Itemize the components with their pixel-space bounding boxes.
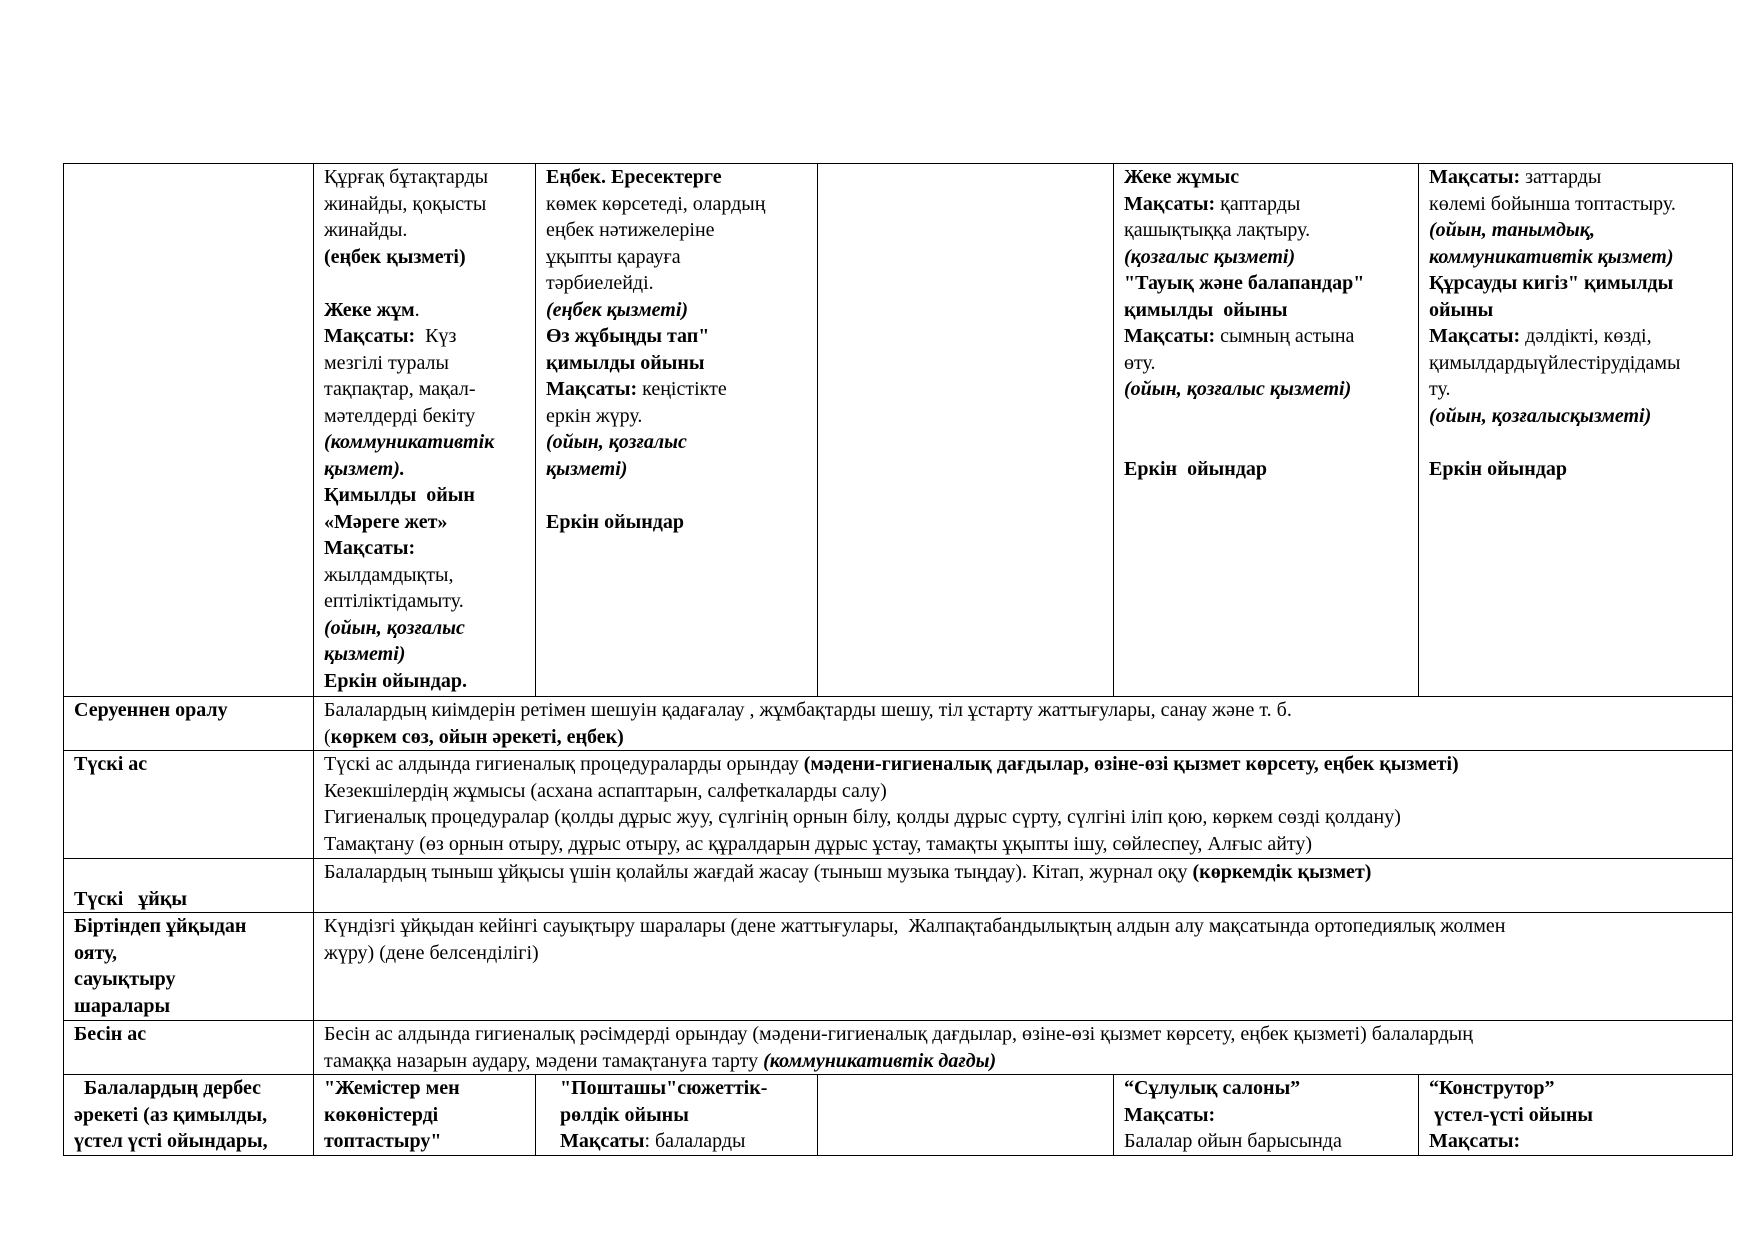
text-run: Күндізгі ұйқыдан кейінгі сауықтыру шаралары (дене жаттығулары, Жалпақтабандылықтың алдын алу мақсатында ортопедиялық жолмен xyxy=(324,915,1506,937)
row-content xyxy=(314,913,1733,1021)
cell-day-6 xyxy=(1419,164,1733,697)
text-line xyxy=(324,804,1732,831)
table-row-nap xyxy=(64,859,1733,913)
table-row-return-from-walk xyxy=(64,697,1733,751)
text-run: Мақсаты: xyxy=(324,537,416,559)
text-run: Балалардың тыныш ұйқысы үшін қолайлы жағдай жасау (тыныш музыка тыңдау). Кітап, журнал оқу xyxy=(324,861,1193,883)
text-line xyxy=(1429,403,1732,430)
table-row-walk-activities xyxy=(64,164,1733,697)
table-row-lunch xyxy=(64,751,1733,859)
text-line xyxy=(1429,1075,1732,1102)
text-line xyxy=(1124,1075,1418,1102)
text-run: Күз xyxy=(415,325,457,347)
text-run: Еркін ойындар xyxy=(1124,457,1267,480)
text-line xyxy=(546,456,817,483)
cell-row-label-empty xyxy=(64,164,314,697)
text-line xyxy=(324,482,535,509)
text-line xyxy=(1429,164,1732,191)
text-run: (мәдени-гигиеналық дағдылар, өзіне-өзі қызмет көрсету, еңбек қызметі) xyxy=(803,753,1459,775)
text-line xyxy=(324,164,535,191)
text-run: қызметі) xyxy=(324,643,406,665)
cell-day-4-empty xyxy=(818,1075,1114,1156)
text-run: (коммуникативтік дағды) xyxy=(763,1049,997,1072)
text-run: әрекеті (аз қимылды, xyxy=(74,1103,268,1126)
text-run: жүру) (дене белсенділігі) xyxy=(324,941,539,964)
text-line xyxy=(560,1102,817,1129)
text-line xyxy=(1124,323,1418,350)
text-line xyxy=(1124,191,1418,218)
text-run: (ойын, қозғалыс қызметі) xyxy=(1124,378,1352,400)
text-run: ұқыпты қарауға xyxy=(546,245,681,268)
text-run: Мақсаты: xyxy=(1429,1130,1521,1152)
text-run: заттарды xyxy=(1520,166,1602,188)
text-run: тақпақтар, мақал- xyxy=(324,378,476,400)
row-label xyxy=(64,1021,314,1075)
schedule-table xyxy=(63,163,1733,1156)
text-run: “Сұлулық салоны” xyxy=(1124,1077,1301,1099)
text-line xyxy=(1429,297,1732,324)
text-line xyxy=(560,1075,817,1102)
text-run: қимылды ойыны xyxy=(546,351,705,374)
text-line xyxy=(324,270,535,297)
text-line xyxy=(74,1021,313,1048)
text-run: Жеке жұмыс xyxy=(1124,166,1240,188)
text-line xyxy=(324,535,535,562)
row-content xyxy=(314,859,1733,913)
text-run: Еркін ойындар. xyxy=(324,669,467,692)
text-run: "Пошташы"сюжеттік- xyxy=(560,1077,768,1099)
text-run: Балалар ойын барысында xyxy=(1124,1130,1342,1152)
text-run: : балаларды xyxy=(644,1130,746,1152)
text-run: (ойын, қозғалыс xyxy=(546,431,687,453)
text-run: қимылдардыүйлестірудідамы xyxy=(1429,351,1681,374)
text-run: көлемі бойынша топтастыру. xyxy=(1429,192,1676,215)
row-label xyxy=(64,913,314,1021)
text-line xyxy=(74,940,313,967)
text-run: Мақсаты: xyxy=(1124,192,1216,215)
text-run: қаптарды xyxy=(1215,192,1301,215)
text-line xyxy=(324,323,535,350)
text-line xyxy=(324,859,1732,886)
text-run: Түскі ұйқы xyxy=(74,887,187,910)
text-line xyxy=(324,668,535,695)
text-run: Балалардың киімдерін ретімен шешуін қадағалау , жұмбақтарды шешу, тіл ұстарту жаттығулары, санау және т. б. xyxy=(324,699,1292,721)
text-line xyxy=(74,1128,313,1155)
text-line xyxy=(546,164,817,191)
text-run: Балалардың дербес xyxy=(74,1077,261,1099)
text-run: Біртіндеп ұйқыдан xyxy=(74,915,247,937)
text-run: Мақсаты xyxy=(560,1130,645,1152)
text-line xyxy=(324,641,535,668)
row-label xyxy=(64,751,314,859)
text-line xyxy=(1429,323,1732,350)
text-run: ептіліктідамыту. xyxy=(324,590,464,612)
text-run: Мақсаты: xyxy=(1124,1103,1216,1126)
text-run: жинайды, қоқысты xyxy=(324,192,487,215)
text-run: (ойын, қозғалыс xyxy=(324,616,465,639)
text-line xyxy=(546,403,817,430)
cell-day-3 xyxy=(536,1075,818,1156)
text-run: үстел үсті ойындары, xyxy=(74,1130,268,1152)
text-run: Гигиеналық процедуралар (қолды дұрыс жуу, сүлгінің орнын білу, қолды дұрыс сүрту, сүлгіні іліп қою, көркем сөзді қолдану) xyxy=(324,806,1401,828)
text-run: Қимылды ойын xyxy=(324,484,475,506)
text-line xyxy=(324,831,1732,858)
text-line xyxy=(560,1128,817,1155)
text-line xyxy=(1429,270,1732,297)
text-run: көркем сөз, ойын әрекеті, еңбек) xyxy=(330,725,624,748)
text-line xyxy=(324,1048,1732,1075)
text-line xyxy=(546,270,817,297)
text-run: еңбек нәтижелеріне xyxy=(546,219,715,241)
text-run: Тамақтану (өз орнын отыру, дұрыс отыру, ас құралдарын дұрыс ұстау, тамақты ұқыпты ішу, сөйлеспеу, Алғыс айту) xyxy=(324,832,1313,855)
text-line xyxy=(1429,217,1732,244)
text-run: үстел-үсті ойыны xyxy=(1429,1103,1593,1126)
text-line xyxy=(324,724,1732,751)
text-run: Бесін ас алдында гигиеналық рәсімдерді орындау (мәдени-гигиеналық дағдылар, өзіне-өзі қызмет көрсету, еңбек қызметі) балалардың xyxy=(324,1023,1473,1045)
row-label xyxy=(64,859,314,913)
text-run: Еркін ойындар xyxy=(1429,457,1567,480)
text-run: ойыны xyxy=(1429,298,1494,321)
text-line xyxy=(324,244,535,271)
text-line xyxy=(74,1102,313,1129)
text-line xyxy=(1124,403,1418,430)
text-run: жылдамдықты, xyxy=(324,563,454,586)
text-run: қызмет). xyxy=(324,457,405,480)
text-run: Бесін ас xyxy=(74,1023,147,1045)
text-run: . xyxy=(414,298,420,321)
text-run: Түскі ас алдында гигиеналық процедураларды орындау xyxy=(324,753,804,775)
text-line xyxy=(1124,270,1418,297)
text-run: қимылды ойыны xyxy=(1124,298,1288,321)
text-run: Жеке жұм xyxy=(324,298,415,321)
text-run: Еркін ойындар xyxy=(546,510,684,533)
text-line xyxy=(1124,297,1418,324)
text-run: Кезекшілердің жұмысы (асхана аспаптарын, салфеткаларды салу) xyxy=(324,779,887,802)
text-line xyxy=(324,913,1732,940)
text-line xyxy=(324,429,535,456)
text-run: сымның астына xyxy=(1215,325,1355,347)
text-line xyxy=(324,778,1732,805)
text-run: Түскі ас xyxy=(74,753,148,775)
text-line xyxy=(1124,217,1418,244)
text-line xyxy=(1124,429,1418,456)
text-line xyxy=(324,615,535,642)
text-line xyxy=(324,350,535,377)
text-run: ( xyxy=(324,725,331,748)
text-line xyxy=(74,1075,313,1102)
text-run: дәлдікті, көзді, xyxy=(1520,325,1652,347)
cell-day-5 xyxy=(1114,164,1419,697)
text-run: көмек көрсетеді, олардың xyxy=(546,192,766,215)
text-run: рөлдік ойыны xyxy=(560,1103,689,1126)
text-line xyxy=(74,886,313,913)
text-run: мезгілі туралы xyxy=(324,351,449,374)
text-line xyxy=(324,509,535,536)
text-run: сауықтыру xyxy=(74,968,176,990)
text-line xyxy=(324,191,535,218)
text-run: (коммуникативтік xyxy=(324,431,495,453)
row-label xyxy=(64,1075,314,1156)
text-run: Құрсауды кигіз" қимылды xyxy=(1429,272,1674,294)
text-run: шаралары xyxy=(74,994,171,1017)
text-line xyxy=(324,403,535,430)
text-run: (қозғалыс қызметі) xyxy=(1124,245,1296,268)
text-run: Мақсаты: xyxy=(1429,166,1521,188)
text-line xyxy=(1124,164,1418,191)
text-line xyxy=(546,217,817,244)
text-run: Мақсаты: xyxy=(324,325,416,347)
text-run: (ойын, қозғалысқызметі) xyxy=(1429,404,1652,427)
text-line xyxy=(324,297,535,324)
text-line xyxy=(74,751,313,778)
text-run: қашықтыққа лақтыру. xyxy=(1124,219,1311,241)
text-line xyxy=(1124,456,1418,483)
text-run: Серуеннен оралу xyxy=(74,699,228,721)
text-line xyxy=(74,993,313,1020)
text-run: мәтелдерді бекіту xyxy=(324,404,476,427)
text-line xyxy=(74,966,313,993)
text-run: «Мәреге жет» xyxy=(324,510,448,533)
text-run: өту. xyxy=(1124,351,1156,374)
text-line xyxy=(1124,350,1418,377)
text-line xyxy=(1124,244,1418,271)
text-line xyxy=(546,297,817,324)
text-line xyxy=(546,482,817,509)
text-run: (еңбек қызметі) xyxy=(546,298,689,321)
text-line xyxy=(1124,376,1418,403)
text-run: (ойын, танымдық, xyxy=(1429,219,1595,241)
text-line xyxy=(324,376,535,403)
text-run: коммуникативтік қызмет) xyxy=(1429,245,1674,268)
text-line xyxy=(324,1128,535,1155)
cell-day-2 xyxy=(314,164,536,697)
text-run: Мақсаты: xyxy=(1429,325,1521,347)
text-run: Өз жұбыңды тап" xyxy=(546,325,710,347)
cell-day-6 xyxy=(1419,1075,1733,1156)
text-run: қызметі) xyxy=(546,457,628,480)
text-line xyxy=(324,456,535,483)
text-line xyxy=(1429,429,1732,456)
text-line xyxy=(324,1102,535,1129)
text-line xyxy=(1429,1102,1732,1129)
text-line xyxy=(324,697,1732,724)
text-line xyxy=(324,562,535,589)
text-run: топтастыру" xyxy=(324,1130,442,1152)
text-run: Мақсаты: xyxy=(1124,325,1216,347)
text-line xyxy=(546,323,817,350)
cell-day-5 xyxy=(1114,1075,1419,1156)
text-run: еркін жүру. xyxy=(546,404,643,427)
text-line xyxy=(1429,456,1732,483)
text-line xyxy=(1429,1128,1732,1155)
text-run: (көркемдік қызмет) xyxy=(1192,861,1372,883)
text-run: Құрғақ бұтақтарды xyxy=(324,166,489,188)
text-run: Мақсаты: xyxy=(546,378,638,400)
table-row-afternoon-snack xyxy=(64,1021,1733,1075)
table-row-wake-up xyxy=(64,913,1733,1021)
text-line xyxy=(74,913,313,940)
cell-day-2 xyxy=(314,1075,536,1156)
text-line xyxy=(324,1021,1732,1048)
text-line xyxy=(1429,244,1732,271)
text-run: жинайды. xyxy=(324,219,408,241)
text-line xyxy=(546,376,817,403)
text-run: тәрбиелейді. xyxy=(546,272,654,294)
table-row-independent-activity xyxy=(64,1075,1733,1156)
text-run: тамаққа назарын аудару, мәдени тамақтануға тарту xyxy=(324,1049,764,1072)
text-run: "Жемістер мен xyxy=(324,1077,460,1099)
text-run: көкөністерді xyxy=(324,1103,439,1126)
text-line xyxy=(324,588,535,615)
text-line xyxy=(546,509,817,536)
text-line xyxy=(324,940,1732,967)
text-line xyxy=(546,350,817,377)
text-run: ояту, xyxy=(74,941,117,964)
text-line xyxy=(1429,191,1732,218)
text-run: (еңбек қызметі) xyxy=(324,245,466,268)
row-content xyxy=(314,1021,1733,1075)
text-run: "Тауық және балапандар" xyxy=(1124,272,1365,294)
text-line xyxy=(1429,350,1732,377)
text-line xyxy=(1124,1102,1418,1129)
text-line xyxy=(324,217,535,244)
text-run: “Конструтор” xyxy=(1429,1077,1555,1099)
cell-day-4-empty xyxy=(818,164,1114,697)
row-label xyxy=(64,697,314,751)
cell-day-3 xyxy=(536,164,818,697)
text-line xyxy=(546,244,817,271)
text-line xyxy=(546,191,817,218)
text-line xyxy=(324,751,1732,778)
text-line xyxy=(74,697,313,724)
text-run: Еңбек. Ересектерге xyxy=(546,166,722,188)
text-line xyxy=(1429,376,1732,403)
row-content xyxy=(314,697,1733,751)
text-line xyxy=(324,1075,535,1102)
row-content xyxy=(314,751,1733,859)
text-run: кеңістікте xyxy=(637,378,727,400)
text-line xyxy=(546,429,817,456)
text-run: ту. xyxy=(1429,378,1451,400)
text-line xyxy=(1124,1128,1418,1155)
